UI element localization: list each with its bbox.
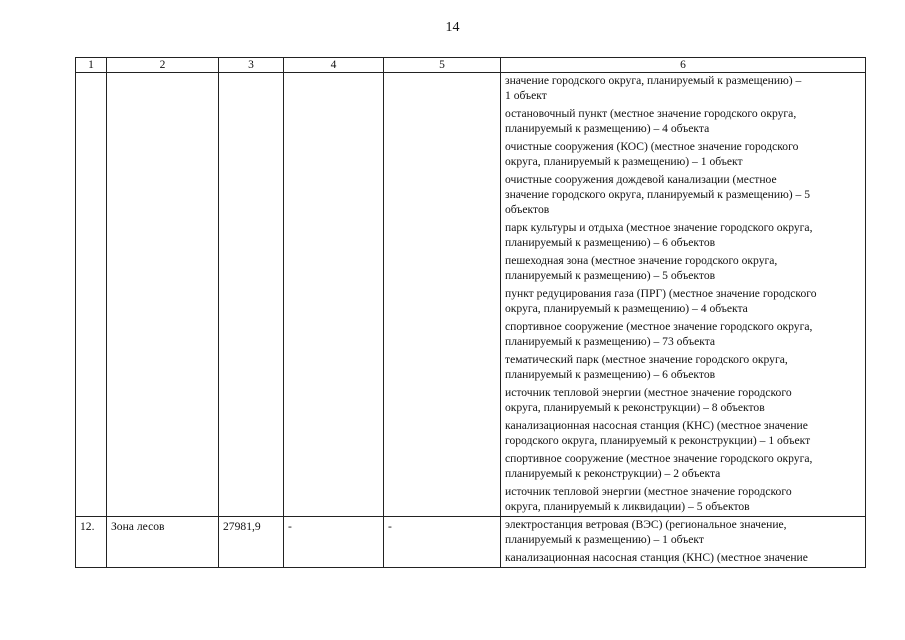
object-item: тематический парк (местное значение городского округа, планируемый к размещению) – 6 объектов <box>505 353 788 381</box>
page-number: 14 <box>445 20 460 35</box>
cell-col4 <box>284 73 384 517</box>
object-item: спортивное сооружение (местное значение городского округа, планируемый к размещению) – 73 объекта <box>505 320 813 348</box>
zones-table <box>75 57 866 568</box>
object-item: канализационная насосная станция (КНС) (местное значение <box>505 551 808 564</box>
object-item: пункт редуцирования газа (ПРГ) (местное значение городского округа, планируемый к размещению) – 4 объекта <box>505 287 817 315</box>
cell-col4: - <box>284 517 384 568</box>
cell-col5 <box>384 73 501 517</box>
table-row-continued <box>76 73 866 517</box>
header-col-2: 2 <box>107 58 219 73</box>
header-col-3: 3 <box>219 58 284 73</box>
object-item: спортивное сооружение (местное значение городского округа, планируемый к реконструкции) – 2 объекта <box>505 452 813 480</box>
object-item: канализационная насосная станция (КНС) (местное значение городского округа, планируемый к реконструкции) – 1 объект <box>505 419 811 447</box>
object-item: пешеходная зона (местное значение городского округа, планируемый к размещению) – 5 объектов <box>505 254 778 282</box>
object-item: электростанция ветровая (ВЭС) (региональное значение, планируемый к размещению) – 1 объект <box>505 518 787 546</box>
cell-col5: - <box>384 517 501 568</box>
cell-zone-name: Зона лесов <box>107 517 219 568</box>
cell-area <box>219 73 284 517</box>
header-col-4: 4 <box>284 58 384 73</box>
object-item: парк культуры и отдыха (местное значение городского округа, планируемый к размещению) – 6 объектов <box>505 221 813 249</box>
header-col-5: 5 <box>384 58 501 73</box>
cell-objects-list <box>501 73 866 517</box>
cell-zone-name <box>107 73 219 517</box>
object-item: остановочный пункт (местное значение городского округа, планируемый к размещению) – 4 объекта <box>505 107 797 135</box>
header-col-1: 1 <box>76 58 107 73</box>
header-row <box>76 58 866 73</box>
object-item: очистные сооружения (КОС) (местное значение городского округа, планируемый к размещению) – 1 объект <box>505 140 799 168</box>
object-item: очистные сооружения дождевой канализации (местное значение городского округа, планируемый к размещению) – 5 объектов <box>505 173 811 216</box>
cell-objects-list <box>501 517 866 568</box>
header-col-6: 6 <box>501 58 866 73</box>
object-item: источник тепловой энергии (местное значение городского округа, планируемый к реконструкции) – 8 объектов <box>505 386 792 414</box>
cell-num: 12. <box>76 517 107 568</box>
cell-num <box>76 73 107 517</box>
object-item: источник тепловой энергии (местное значение городского округа, планируемый к ликвидации) – 5 объектов <box>505 485 792 513</box>
object-item: значение городского округа, планируемый к размещению) – 1 объект <box>505 74 802 102</box>
cell-area: 27981,9 <box>219 517 284 568</box>
table-row-12 <box>76 517 866 568</box>
